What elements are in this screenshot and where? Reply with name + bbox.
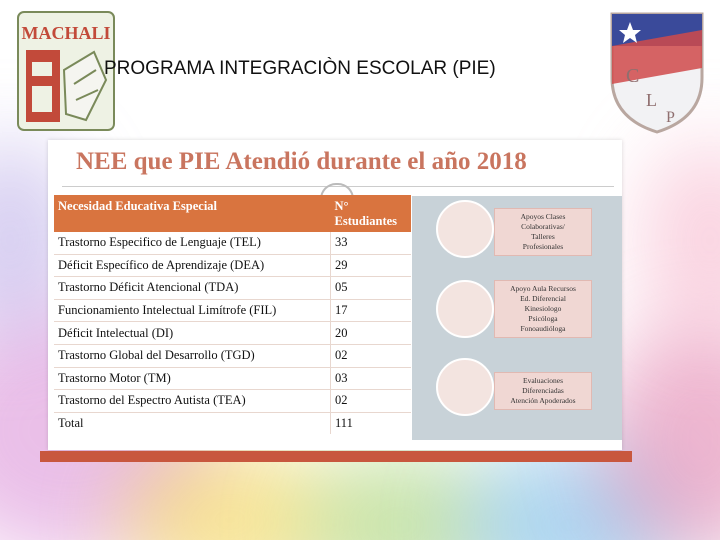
cell-need: Trastorno Motor (TM) [54, 367, 331, 390]
support-box-line: Evaluaciones [523, 376, 563, 385]
cell-count: 03 [331, 367, 412, 390]
table-row [54, 299, 411, 322]
table-row [54, 254, 411, 277]
cell-count: 29 [331, 254, 412, 277]
support-box-line: Profesionales [522, 242, 564, 251]
cell-count: 20 [331, 322, 412, 345]
table-row [54, 390, 411, 413]
header-nee: Necesidad Educativa Especial [54, 195, 331, 232]
cell-count: 02 [331, 390, 412, 413]
cell-need: Funcionamiento Intelectual Limítrofe (FIL) [54, 299, 331, 322]
table-header-row [54, 195, 411, 232]
logo-left-text: MACHALI [21, 23, 111, 43]
support-circle-1 [436, 200, 494, 258]
table-total-row [54, 412, 411, 434]
crest-letter-p: P [666, 109, 675, 126]
header-students: N° Estudiantes [331, 195, 412, 232]
support-circle-3 [436, 358, 494, 416]
support-box-line: Atención Apoderados [510, 396, 576, 405]
cell-need: Déficit Específico de Aprendizaje (DEA) [54, 254, 331, 277]
table-row [54, 277, 411, 300]
table-row [54, 322, 411, 345]
cell-need: Trastorno del Espectro Autista (TEA) [54, 390, 331, 413]
table-row [54, 367, 411, 390]
support-box-line: Psicóloga [528, 314, 558, 323]
cell-count: 02 [331, 344, 412, 367]
cell-need: Déficit Intelectual (DI) [54, 322, 331, 345]
support-box-resources [494, 280, 592, 338]
support-box-line: Apoyo Aula Recursos [510, 284, 576, 293]
cell-need: Trastorno Déficit Atencional (TDA) [54, 277, 331, 300]
total-count: 111 [331, 412, 412, 434]
panel-title: NEE que PIE Atendió durante el año 2018 [76, 148, 527, 175]
support-box-classes [494, 208, 592, 256]
crest-letter-l: L [646, 90, 657, 110]
panel-bottom-bar [40, 451, 632, 462]
support-box-line: Fonoaudióloga [520, 324, 566, 333]
slide-title: PROGRAMA INTEGRACIÒN ESCOLAR (PIE) [104, 58, 496, 79]
school-crest-logo [606, 8, 708, 136]
nee-table [54, 195, 411, 434]
crest-letter-c: C [626, 65, 640, 87]
cell-need: Trastorno Especifico de Lenguaje (TEL) [54, 232, 331, 254]
support-box-line: Apoyos Clases [520, 212, 566, 221]
machali-logo [16, 10, 116, 132]
support-box-line: Diferenciadas [522, 386, 564, 395]
cell-count: 17 [331, 299, 412, 322]
support-box-line: Talleres [531, 232, 555, 241]
total-label: Total [54, 412, 331, 434]
support-box-line: Colaborativas/ [521, 222, 565, 231]
support-circle-2 [436, 280, 494, 338]
cell-need: Trastorno Global del Desarrollo (TGD) [54, 344, 331, 367]
support-box-evaluations [494, 372, 592, 410]
cell-count: 33 [331, 232, 412, 254]
support-box-line: Kinesiologo [524, 304, 562, 313]
table-row [54, 344, 411, 367]
support-box-line: Ed. Diferencial [520, 294, 566, 303]
table-row [54, 232, 411, 254]
cell-count: 05 [331, 277, 412, 300]
